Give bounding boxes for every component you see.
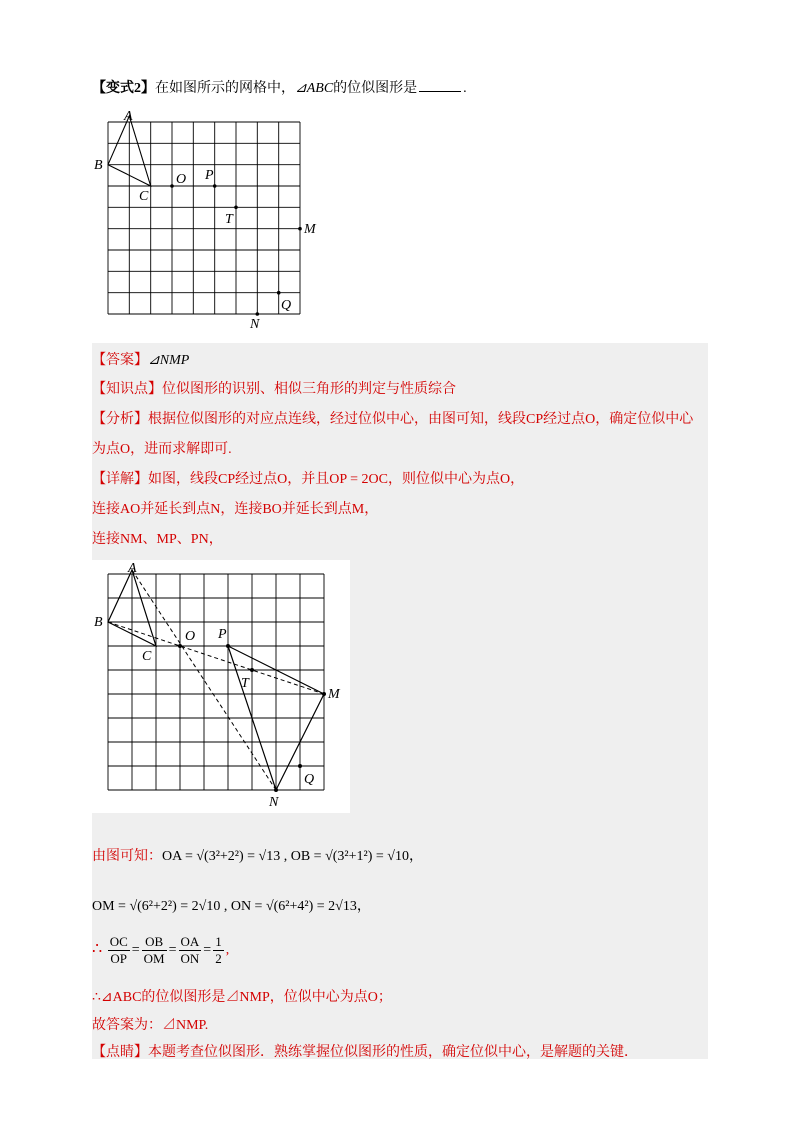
fraction-oc-op [108, 934, 130, 967]
comment-line [92, 1041, 638, 1061]
question-grid-figure [88, 108, 328, 330]
label-q: Q [281, 298, 292, 313]
analysis-text-2: 为点O，进而求解即可. [92, 442, 232, 457]
analysis-line-2 [92, 438, 232, 458]
answer-blank [419, 81, 461, 92]
sol-label-b: B [94, 615, 103, 630]
detail-line-3 [92, 528, 223, 548]
sol-label-m: M [328, 687, 340, 702]
detail-text-1: 如图，线段CP经过点O，并且OP = 2OC，则位似中心为点O， [148, 472, 525, 487]
comment-tag: 【点睛】 [92, 1045, 148, 1060]
conclusion-line [92, 986, 392, 1006]
solution-figure [92, 560, 350, 813]
analysis-text-1: 根据位似图形的对应点连线，经过位似中心，由图可知，线段CP经过点O，确定位似中心 [148, 412, 694, 427]
conclusion-text: ∴⊿ABC的位似图形是⊿NMP，位似中心为点O； [92, 990, 392, 1005]
question-text-2: 的位似图形是 [333, 81, 418, 96]
analysis-tag: 【分析】 [92, 412, 148, 427]
label-t: T [225, 212, 233, 227]
from-figure-text: 由图可知： [92, 849, 162, 864]
frac4-num: 1 [215, 934, 222, 949]
detail-line-2 [92, 498, 378, 518]
sol-label-q: Q [304, 772, 315, 787]
equation-2-line [92, 895, 371, 915]
from-figure-line [92, 845, 423, 865]
label-p: P [205, 168, 214, 183]
comment-text: 本题考查位似图形．熟练掌握位似图形的性质，确定位似中心，是解题的关键． [148, 1045, 638, 1060]
question-line [92, 77, 467, 97]
answer-tag: 【答案】 [92, 353, 148, 368]
frac1-den: OP [110, 951, 128, 966]
ratio-line: ∴ $\frac{OC}{OP}$ = $\frac{OB}{OM}$ = $\frac{OA}{ON}$ = $\frac{1}{2}$ , [92, 934, 230, 966]
equation-1: OA = √(3²+2²) = √13 , OB = √(3²+1²) = √10， [162, 849, 423, 864]
sol-label-o: O [185, 629, 196, 644]
detail-tag: 【详解】 [92, 472, 148, 487]
label-o: O [176, 172, 187, 187]
detail-text-2: 连接AO并延长到点N，连接BO并延长到点M， [92, 502, 379, 517]
knowledge-line [92, 378, 456, 398]
final-answer-line [92, 1014, 208, 1034]
sol-label-a: A [128, 561, 137, 576]
fraction-oa-on [179, 934, 202, 967]
frac2-num: OB [142, 934, 167, 951]
frac3-num: OA [180, 934, 200, 949]
sol-label-t: T [241, 676, 249, 691]
label-n: N [250, 317, 260, 330]
sol-label-n: N [269, 795, 279, 810]
detail-text-3: 连接NM、MP、PN， [92, 532, 223, 547]
frac2-den: OM [143, 951, 165, 966]
question-tag: 【变式2】 [92, 81, 155, 96]
answer-line [92, 349, 189, 369]
equation-2: OM = √(6²+2²) = 2√10 , ON = √(6²+4²) = 2√13， [92, 899, 371, 914]
analysis-line-1 [92, 408, 693, 428]
fraction-ob-om [142, 934, 167, 967]
answer-value: ⊿NMP [148, 353, 190, 368]
label-a: A [124, 109, 133, 124]
kp-tag: 【知识点】 [92, 382, 162, 397]
final-answer-text: 故答案为：⊿NMP. [92, 1018, 209, 1033]
kp-text: 位似图形的识别、相似三角形的判定与性质综合 [162, 382, 456, 397]
question-text: 在如图所示的网格中， [155, 81, 295, 96]
label-m: M [304, 222, 316, 237]
detail-line-1 [92, 468, 524, 488]
sol-label-c: C [142, 649, 152, 664]
triangle-abc: ⊿ABC [295, 81, 334, 96]
sol-label-p: P [218, 627, 227, 642]
question-end: . [463, 81, 467, 96]
label-c: C [139, 189, 149, 204]
label-b: B [94, 158, 103, 173]
frac1-num: OC [109, 934, 128, 949]
therefore-symbol: ∴ [92, 940, 103, 958]
frac3-den: ON [180, 951, 200, 966]
fraction-half [213, 934, 224, 967]
frac4-den: 2 [215, 951, 222, 966]
